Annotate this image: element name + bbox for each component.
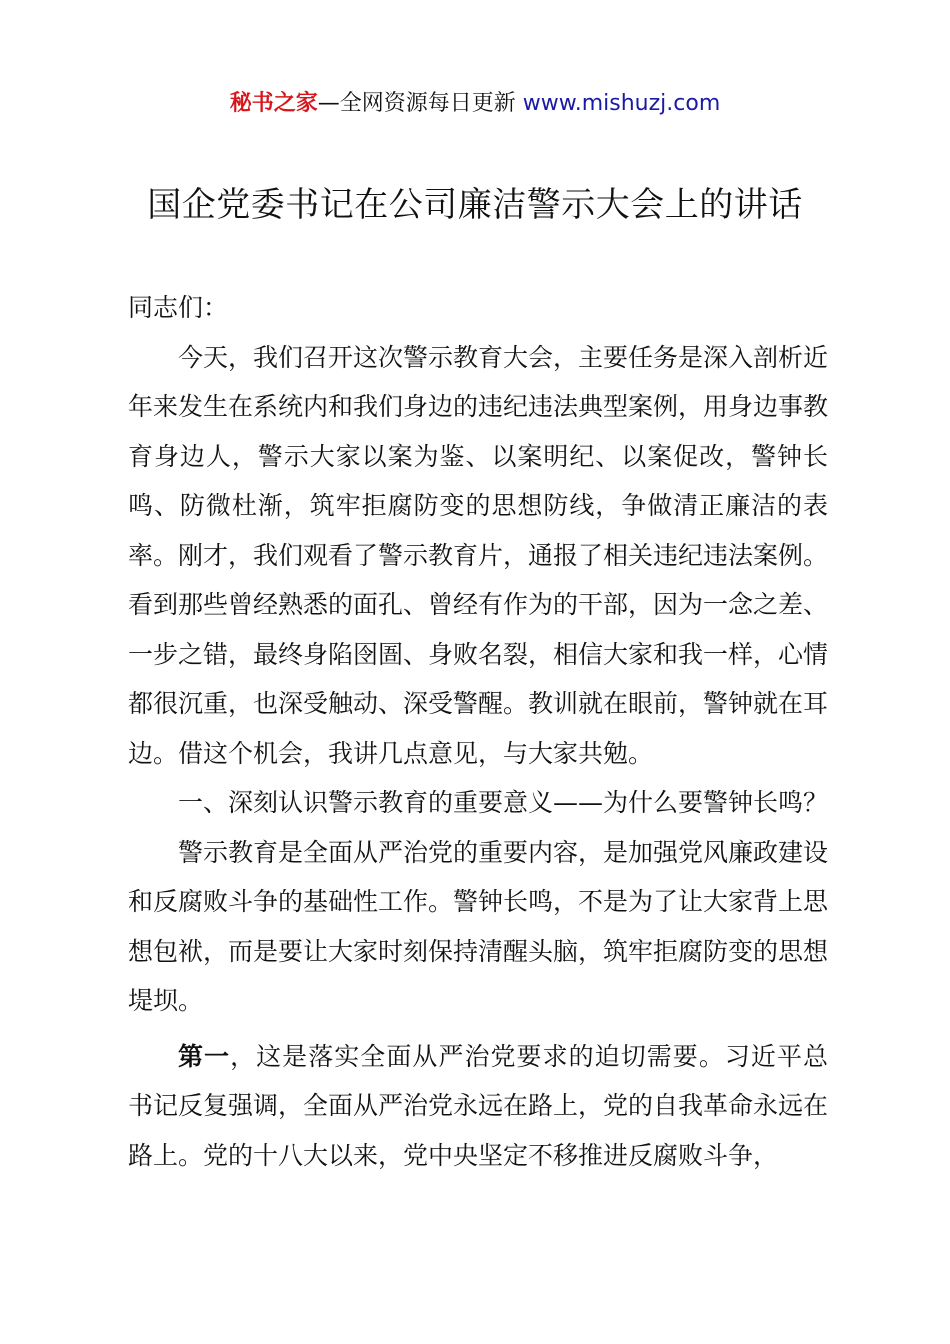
first-point-lead: 第一 bbox=[178, 1041, 231, 1071]
brand-name: 秘书之家 bbox=[229, 91, 318, 116]
paragraph-opening: 今天，我们召开这次警示教育大会，主要任务是深入剖析近年来发生在系统内和我们身边的违纪违法典型案例，用身边事教育身边人，警示大家以案为鉴、以案明纪、以案促改，警钟长鸣、防微杜渐，筑牢拒腐防变的思想防线，争做清正廉洁的表率。刚才，我们观看了警示教育片，通报了相关违纪违法案例。看到那些曾经熟悉的面孔、曾经有作为的干部，因为一念之差、一步之错，最终身陷囹圄、身败名裂，相信大家和我一样，心情都很沉重，也深受触动、深受警醒。教训就在眼前，警钟就在耳边。借这个机会，我讲几点意见，与大家共勉。 bbox=[128, 342, 829, 768]
document-body bbox=[128, 283, 828, 1180]
section-heading-1: 一、深刻认识警示教育的重要意义——为什么要警钟长鸣？ bbox=[178, 788, 829, 817]
site-header bbox=[0, 88, 950, 120]
document-title: 国企党委书记在公司廉洁警示大会上的讲话 bbox=[147, 185, 803, 225]
header-tagline: —全网资源每日更新 bbox=[317, 91, 523, 116]
paragraph-significance: 警示教育是全面从严治党的重要内容，是加强党风廉政建设和反腐败斗争的基础性工作。警钟长鸣，不是为了让大家背上思想包袱，而是要让大家时刻保持清醒头脑，筑牢拒腐防变的思想堤坝。 bbox=[128, 837, 829, 1015]
salutation: 同志们： bbox=[128, 293, 229, 322]
site-url-link[interactable]: www.mishuzj.com bbox=[522, 91, 721, 116]
first-point-text: ，这是落实全面从严治党要求的迫切需要。习近平总书记反复强调，全面从严治党永远在路上，党的自我革命永远在路上。党的十八大以来，党中央坚定不移推进反腐败斗争， bbox=[128, 1041, 829, 1170]
paragraph-first-point bbox=[128, 1032, 828, 1181]
